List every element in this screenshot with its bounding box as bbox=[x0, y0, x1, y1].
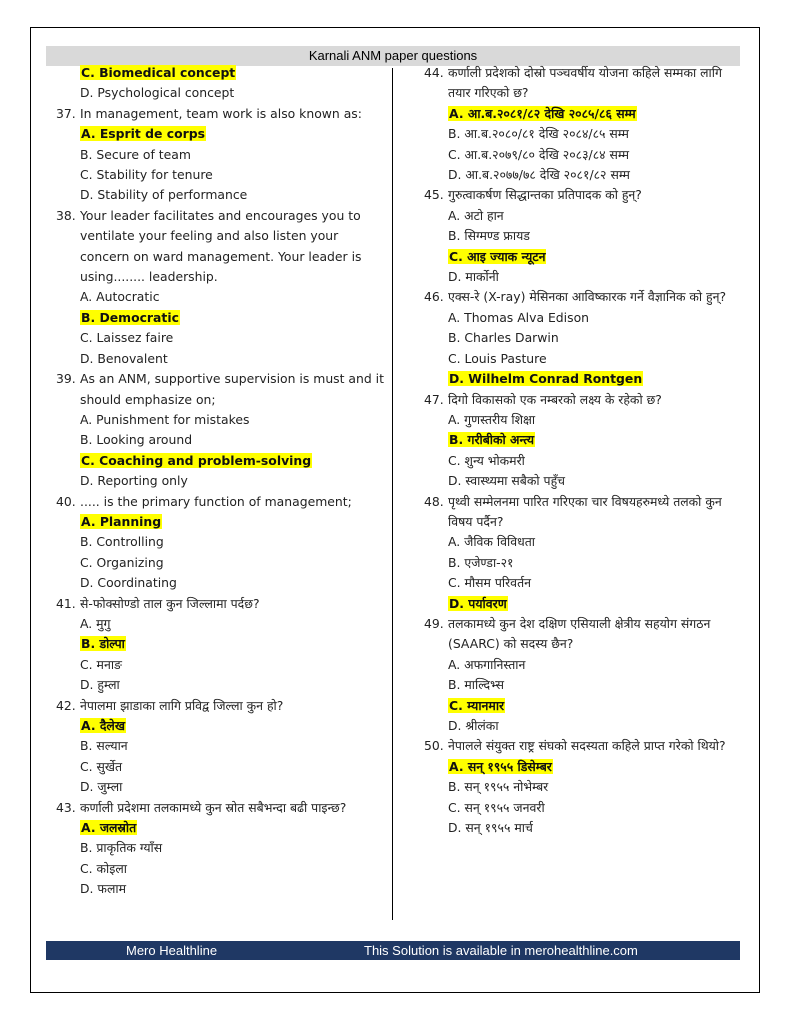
option bbox=[424, 757, 740, 777]
correct-answer: C. Coaching and problem-solving bbox=[81, 452, 312, 468]
option bbox=[56, 512, 386, 532]
question-text: से-फोक्सोण्डो ताल कुन जिल्लामा पर्दछ? bbox=[80, 595, 260, 611]
question-text: As an ANM, supportive supervision is must and it should emphasize on; bbox=[80, 371, 384, 407]
option-label: B. एजेण्डा-२१ bbox=[448, 554, 514, 570]
question-text: कर्णाली प्रदेशको दोस्रो पञ्चवर्षीय योजना कहिले सम्मका लागि तयार गरिएको छ? bbox=[448, 65, 722, 101]
option-label: B. प्राकृतिक ग्याँस bbox=[80, 840, 163, 856]
correct-answer: A. जलस्रोत bbox=[81, 820, 137, 836]
option bbox=[424, 471, 740, 491]
footer-note: This Solution is available in merohealthline.com bbox=[364, 943, 638, 958]
option bbox=[424, 349, 740, 369]
option-label: C. Laissez faire bbox=[80, 330, 174, 346]
question-number: 42. bbox=[56, 697, 76, 713]
option-label: D. Psychological concept bbox=[80, 85, 235, 101]
right-column bbox=[424, 63, 740, 838]
option bbox=[56, 716, 386, 736]
option bbox=[56, 165, 386, 185]
option-label: C. शुन्य भोकमरी bbox=[448, 452, 525, 468]
left-question-list bbox=[56, 104, 386, 900]
question-number: 38. bbox=[56, 207, 76, 223]
question bbox=[424, 287, 740, 307]
option bbox=[56, 349, 386, 369]
option bbox=[56, 471, 386, 491]
option bbox=[424, 145, 740, 165]
option-label: D. जुम्ला bbox=[80, 779, 123, 795]
question-number: 45. bbox=[424, 187, 444, 203]
question bbox=[56, 369, 386, 410]
right-question-list bbox=[424, 63, 740, 838]
option-label: C. सन् १९५५ जनवरी bbox=[448, 799, 545, 815]
option bbox=[424, 675, 740, 695]
option-label: C. Organizing bbox=[80, 554, 164, 570]
question bbox=[424, 63, 740, 104]
question-number: 37. bbox=[56, 105, 76, 121]
option-label: B. आ.ब.२०८०/८१ देखि २०८४/८५ सम्म bbox=[448, 126, 629, 142]
option-label: D. फलाम bbox=[80, 881, 126, 897]
correct-answer: C. आइ ज्याक न्यूटन bbox=[449, 248, 546, 264]
correct-answer: B. गरीबीको अन्त्य bbox=[449, 432, 535, 448]
option bbox=[424, 777, 740, 797]
question bbox=[424, 614, 740, 655]
question-text: नेपालले संयुक्त राष्ट्र संघको सदस्यता कहिले प्राप्त गरेको थियो? bbox=[448, 738, 726, 754]
correct-answer: B. Democratic bbox=[81, 309, 179, 325]
option-label: A. Thomas Alva Edison bbox=[448, 309, 590, 325]
option bbox=[424, 410, 740, 430]
question-number: 44. bbox=[424, 65, 444, 80]
option bbox=[56, 532, 386, 552]
option-label: B. सन् १९५५ नोभेम्बर bbox=[448, 779, 549, 795]
option-label: C. Louis Pasture bbox=[448, 350, 547, 366]
question bbox=[56, 104, 386, 124]
question-number: 41. bbox=[56, 595, 76, 611]
option-label: D. श्रीलंका bbox=[448, 718, 499, 733]
question-text: गुरुत्वाकर्षण सिद्धान्तका प्रतिपादक को हुन्? bbox=[448, 187, 642, 203]
question-text: ..... is the primary function of management; bbox=[80, 493, 352, 509]
option-label: A. Punishment for mistakes bbox=[80, 411, 250, 427]
option-label: C. मौसम परिवर्तन bbox=[448, 575, 532, 591]
option-label: A. मुगु bbox=[80, 615, 111, 631]
option-label: C. कोइला bbox=[80, 860, 127, 876]
question bbox=[56, 594, 386, 614]
option bbox=[56, 451, 386, 471]
question-text: एक्स-रे (X-ray) मेसिनका आविष्कारक गर्ने वैज्ञानिक को हुन्? bbox=[448, 289, 727, 305]
option bbox=[56, 879, 386, 899]
option bbox=[56, 573, 386, 593]
option-label: B. Secure of team bbox=[80, 146, 191, 162]
option bbox=[56, 328, 386, 348]
option-label: B. Looking around bbox=[80, 432, 193, 448]
option bbox=[424, 594, 740, 614]
option-label: C. सुर्खेत bbox=[80, 758, 123, 774]
option-label: A. अफगानिस्तान bbox=[448, 656, 526, 672]
correct-answer: A. आ.ब.२०८१/८२ देखि २०८५/८६ सम्म bbox=[449, 105, 636, 121]
option-label: D. स्वास्थ्यमा सबैको पहुँच bbox=[448, 473, 566, 489]
question-number: 40. bbox=[56, 493, 76, 509]
option bbox=[424, 532, 740, 552]
option bbox=[424, 573, 740, 593]
option bbox=[424, 798, 740, 818]
correct-answer: D. Wilhelm Conrad Rontgen bbox=[449, 371, 643, 387]
option bbox=[56, 614, 386, 634]
option bbox=[424, 818, 740, 838]
option-label: D. हुम्ला bbox=[80, 677, 120, 693]
question bbox=[424, 390, 740, 410]
option bbox=[56, 185, 386, 205]
header-title: Karnali ANM paper questions bbox=[308, 48, 478, 63]
page-footer bbox=[46, 941, 740, 960]
option bbox=[56, 83, 386, 103]
correct-answer: C. Biomedical concept bbox=[81, 65, 236, 80]
option bbox=[424, 226, 740, 246]
option bbox=[424, 206, 740, 226]
option-label: A. Autocratic bbox=[80, 289, 160, 305]
option-label: B. सल्यान bbox=[80, 738, 128, 754]
left-column bbox=[56, 63, 386, 900]
option bbox=[56, 777, 386, 797]
option bbox=[56, 63, 386, 83]
option bbox=[56, 634, 386, 654]
question-number: 48. bbox=[424, 493, 444, 509]
question-text: नेपालमा झाडाका लागि प्रविद्व जिल्ला कुन हो? bbox=[80, 697, 284, 713]
correct-answer: A. सन् १९५५ डिसेम्बर bbox=[449, 758, 552, 774]
option-label: A. अटो हान bbox=[448, 207, 504, 223]
option-label: C. Stability for tenure bbox=[80, 167, 213, 183]
correct-answer: A. दैलेख bbox=[81, 718, 125, 733]
question bbox=[56, 206, 386, 288]
option bbox=[56, 287, 386, 307]
option bbox=[56, 145, 386, 165]
correct-answer: A. Planning bbox=[81, 513, 162, 529]
option-label: D. मार्कोनी bbox=[448, 269, 499, 285]
option-label: D. Benovalent bbox=[80, 350, 168, 366]
option bbox=[424, 165, 740, 185]
option bbox=[424, 247, 740, 267]
option bbox=[424, 104, 740, 124]
question bbox=[424, 492, 740, 533]
option bbox=[424, 716, 740, 736]
column-divider bbox=[392, 68, 393, 920]
question-text: दिगो विकासको एक नम्बरको लक्ष्य के रहेको छ? bbox=[448, 391, 662, 407]
option bbox=[56, 410, 386, 430]
question bbox=[56, 798, 386, 818]
option bbox=[424, 430, 740, 450]
footer-brand: Mero Healthline bbox=[126, 943, 218, 958]
question-number: 49. bbox=[424, 615, 444, 631]
option-label: C. आ.ब.२०७९/८० देखि २०८३/८४ सम्म bbox=[448, 146, 630, 162]
question bbox=[424, 736, 740, 756]
option-label: D. सन् १९५५ मार्च bbox=[448, 820, 533, 836]
option-label: D. Stability of performance bbox=[80, 187, 248, 203]
option bbox=[424, 451, 740, 471]
question-number: 46. bbox=[424, 289, 444, 305]
question-number: 39. bbox=[56, 371, 76, 387]
correct-answer: D. पर्यावरण bbox=[449, 595, 507, 611]
correct-answer: B. डोल्पा bbox=[81, 636, 125, 652]
option bbox=[56, 655, 386, 675]
question-text: तलकामध्ये कुन देश दक्षिण एसियाली क्षेत्रीय सहयोग संगठन (SAARC) को सदस्य छैन? bbox=[448, 615, 711, 652]
option-label: A. जैविक विविधता bbox=[448, 534, 535, 550]
option bbox=[424, 655, 740, 675]
question bbox=[56, 492, 386, 512]
option bbox=[56, 838, 386, 858]
option bbox=[56, 553, 386, 573]
option bbox=[56, 736, 386, 756]
option-label: D. Coordinating bbox=[80, 575, 177, 591]
option bbox=[424, 267, 740, 287]
question-text: कर्णाली प्रदेशमा तलकामध्ये कुन स्रोत सबैभन्दा बढी पाइन्छ? bbox=[80, 799, 347, 815]
option bbox=[424, 696, 740, 716]
option bbox=[424, 553, 740, 573]
option bbox=[56, 859, 386, 879]
option-label: B. Controlling bbox=[80, 534, 164, 550]
question-number: 43. bbox=[56, 799, 76, 815]
option-label: B. सिग्मण्ड फ्रायड bbox=[448, 228, 530, 244]
option bbox=[56, 675, 386, 695]
option-label: D. आ.ब.२०७७/७८ देखि २०८१/८२ सम्म bbox=[448, 167, 630, 183]
option-label: C. मनाङ bbox=[80, 656, 122, 672]
option bbox=[56, 757, 386, 777]
option-label: B. Charles Darwin bbox=[448, 330, 559, 346]
option bbox=[56, 430, 386, 450]
question bbox=[424, 185, 740, 205]
option bbox=[56, 308, 386, 328]
question-text: In management, team work is also known as: bbox=[80, 105, 362, 121]
correct-answer: C. म्यानमार bbox=[449, 697, 505, 713]
option-label: B. माल्दिभ्स bbox=[448, 677, 504, 693]
option bbox=[56, 124, 386, 144]
option bbox=[424, 308, 740, 328]
question-number: 50. bbox=[424, 738, 444, 754]
option bbox=[56, 818, 386, 838]
option-label: A. गुणस्तरीय शिक्षा bbox=[448, 411, 536, 427]
question-text: Your leader facilitates and encourages you to ventilate your feeling and also listen your concern on ward management. Your leader is using........ leadership. bbox=[80, 207, 362, 285]
correct-answer: A. Esprit de corps bbox=[81, 126, 205, 142]
question bbox=[56, 696, 386, 716]
question-text: पृथ्वी सम्मेलनमा पारित गरिएका चार विषयहरुमध्ये तलको कुन विषय पर्दैन? bbox=[448, 493, 722, 529]
option bbox=[424, 328, 740, 348]
question-number: 47. bbox=[424, 391, 444, 407]
option-label: D. Reporting only bbox=[80, 473, 188, 489]
option bbox=[424, 369, 740, 389]
option bbox=[424, 124, 740, 144]
